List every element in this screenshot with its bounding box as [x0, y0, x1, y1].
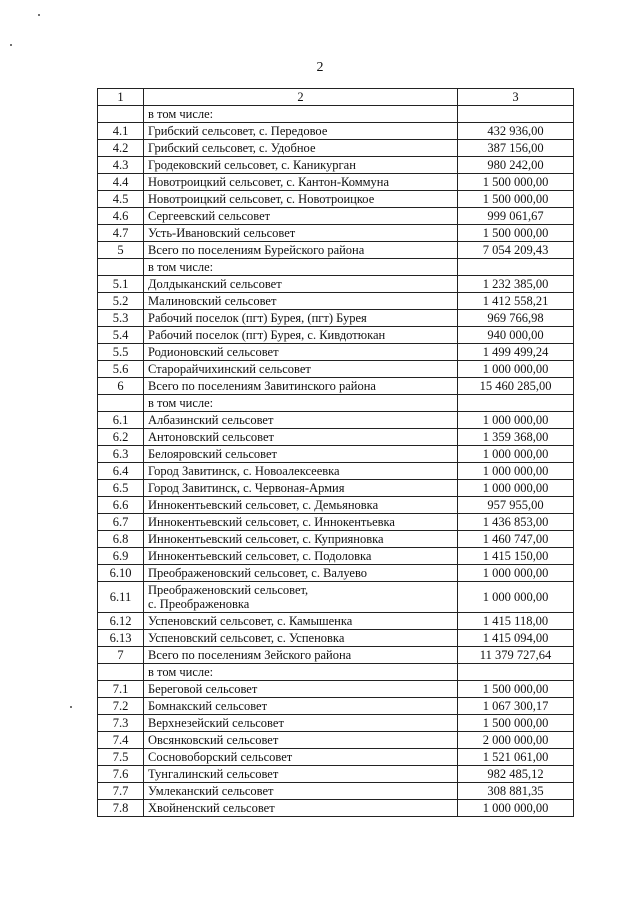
allocation-table — [97, 88, 574, 817]
amount-value: 1 000 000,00 — [458, 565, 574, 582]
amount-value: 1 000 000,00 — [458, 800, 574, 817]
amount-value — [458, 395, 574, 412]
table-row — [98, 293, 574, 310]
scan-speck — [70, 706, 72, 708]
row-number — [98, 664, 144, 681]
row-number: 4.6 — [98, 208, 144, 225]
amount-value: 1 000 000,00 — [458, 412, 574, 429]
table-row — [98, 613, 574, 630]
amount-value: 1 067 300,17 — [458, 698, 574, 715]
settlement-name: Малиновский сельсовет — [144, 293, 458, 310]
table-row — [98, 783, 574, 800]
amount-value: 7 054 209,43 — [458, 242, 574, 259]
table-row — [98, 327, 574, 344]
table-row — [98, 800, 574, 817]
row-number: 7 — [98, 647, 144, 664]
settlement-name: Всего по поселениям Завитинского района — [144, 378, 458, 395]
amount-value: 999 061,67 — [458, 208, 574, 225]
row-number: 7.6 — [98, 766, 144, 783]
table-row — [98, 446, 574, 463]
row-number: 7.5 — [98, 749, 144, 766]
amount-value: 1 500 000,00 — [458, 715, 574, 732]
table-row — [98, 361, 574, 378]
header-col-2: 2 — [144, 89, 458, 106]
row-number: 6.2 — [98, 429, 144, 446]
row-number: 6.8 — [98, 531, 144, 548]
amount-value: 940 000,00 — [458, 327, 574, 344]
table-row — [98, 766, 574, 783]
table-row — [98, 664, 574, 681]
settlement-name: Грибский сельсовет, с. Удобное — [144, 140, 458, 157]
amount-value: 1 000 000,00 — [458, 463, 574, 480]
amount-value: 1 000 000,00 — [458, 446, 574, 463]
amount-value — [458, 664, 574, 681]
amount-value: 957 955,00 — [458, 497, 574, 514]
header-col-3: 3 — [458, 89, 574, 106]
settlement-name: Город Завитинск, с. Новоалексеевка — [144, 463, 458, 480]
table-row — [98, 174, 574, 191]
amount-value: 969 766,98 — [458, 310, 574, 327]
settlement-name: Албазинский сельсовет — [144, 412, 458, 429]
table-row — [98, 157, 574, 174]
settlement-name: Хвойненский сельсовет — [144, 800, 458, 817]
table-row — [98, 565, 574, 582]
amount-value: 1 460 747,00 — [458, 531, 574, 548]
table-row — [98, 681, 574, 698]
settlement-name: Грибский сельсовет, с. Передовое — [144, 123, 458, 140]
amount-value: 1 500 000,00 — [458, 174, 574, 191]
settlement-name: в том числе: — [144, 664, 458, 681]
settlement-name: Усть-Ивановский сельсовет — [144, 225, 458, 242]
table-row — [98, 310, 574, 327]
amount-value — [458, 106, 574, 123]
table-row — [98, 412, 574, 429]
table-row — [98, 344, 574, 361]
table-row — [98, 259, 574, 276]
settlement-name-line-2: с. Преображеновка — [148, 597, 250, 611]
settlement-name: Иннокентьевский сельсовет, с. Иннокентьевка — [144, 514, 458, 531]
settlement-name: Город Завитинск, с. Червоная-Армия — [144, 480, 458, 497]
table-row — [98, 514, 574, 531]
settlement-name: Умлеканский сельсовет — [144, 783, 458, 800]
row-number: 7.7 — [98, 783, 144, 800]
row-number: 6.5 — [98, 480, 144, 497]
settlement-name: Рабочий поселок (пгт) Бурея, (пгт) Бурея — [144, 310, 458, 327]
settlement-name: Белояровский сельсовет — [144, 446, 458, 463]
row-number: 7.2 — [98, 698, 144, 715]
table-row — [98, 123, 574, 140]
table-row — [98, 242, 574, 259]
settlement-name: Иннокентьевский сельсовет, с. Куприяновка — [144, 531, 458, 548]
table-row — [98, 630, 574, 647]
row-number: 5.6 — [98, 361, 144, 378]
settlement-name: Овсянковский сельсовет — [144, 732, 458, 749]
table-row — [98, 531, 574, 548]
settlement-name: Всего по поселениям Зейского района — [144, 647, 458, 664]
row-number: 6.12 — [98, 613, 144, 630]
row-number — [98, 106, 144, 123]
row-number: 7.3 — [98, 715, 144, 732]
row-number: 6.13 — [98, 630, 144, 647]
settlement-name: Иннокентьевский сельсовет, с. Демьяновка — [144, 497, 458, 514]
row-number: 6.10 — [98, 565, 144, 582]
amount-value — [458, 259, 574, 276]
settlement-name: Успеновский сельсовет, с. Успеновка — [144, 630, 458, 647]
row-number: 4.2 — [98, 140, 144, 157]
settlement-name: Рабочий поселок (пгт) Бурея, с. Кивдотюкан — [144, 327, 458, 344]
settlement-name: Тунгалинский сельсовет — [144, 766, 458, 783]
settlement-name: Верхнезейский сельсовет — [144, 715, 458, 732]
amount-value: 1 500 000,00 — [458, 681, 574, 698]
row-number: 5 — [98, 242, 144, 259]
amount-value: 1 359 368,00 — [458, 429, 574, 446]
settlement-name: в том числе: — [144, 259, 458, 276]
row-number: 5.1 — [98, 276, 144, 293]
table-row — [98, 647, 574, 664]
table-row — [98, 732, 574, 749]
row-number: 6.9 — [98, 548, 144, 565]
amount-value: 1 500 000,00 — [458, 191, 574, 208]
scan-speck — [10, 44, 12, 46]
row-number: 4.5 — [98, 191, 144, 208]
row-number: 7.8 — [98, 800, 144, 817]
row-number: 7.4 — [98, 732, 144, 749]
amount-value: 308 881,35 — [458, 783, 574, 800]
settlement-name: Береговой сельсовет — [144, 681, 458, 698]
row-number: 6.7 — [98, 514, 144, 531]
row-number: 6.4 — [98, 463, 144, 480]
amount-value: 1 000 000,00 — [458, 582, 574, 613]
settlement-name: Новотроицкий сельсовет, с. Кантон-Коммуна — [144, 174, 458, 191]
table-row — [98, 106, 574, 123]
row-number — [98, 259, 144, 276]
page-number: 2 — [316, 60, 324, 75]
amount-value: 1 415 118,00 — [458, 613, 574, 630]
amount-value: 1 521 061,00 — [458, 749, 574, 766]
settlement-name: Долдыканский сельсовет — [144, 276, 458, 293]
row-number: 6 — [98, 378, 144, 395]
row-number: 5.5 — [98, 344, 144, 361]
settlement-name-line-1: Преображеновский сельсовет, — [148, 583, 309, 597]
amount-value: 1 415 150,00 — [458, 548, 574, 565]
table-row — [98, 395, 574, 412]
table-row — [98, 378, 574, 395]
settlement-name: Родионовский сельсовет — [144, 344, 458, 361]
row-number: 7.1 — [98, 681, 144, 698]
amount-value: 15 460 285,00 — [458, 378, 574, 395]
header-col-1: 1 — [98, 89, 144, 106]
amount-value: 980 242,00 — [458, 157, 574, 174]
row-number: 6.11 — [98, 582, 144, 613]
settlement-name: Новотроицкий сельсовет, с. Новотроицкое — [144, 191, 458, 208]
table-body — [98, 106, 574, 817]
settlement-name: Всего по поселениям Бурейского района — [144, 242, 458, 259]
table-row — [98, 715, 574, 732]
row-number: 6.1 — [98, 412, 144, 429]
settlement-name — [144, 582, 458, 613]
table-row — [98, 497, 574, 514]
amount-value: 1 412 558,21 — [458, 293, 574, 310]
settlement-name: Антоновский сельсовет — [144, 429, 458, 446]
amount-value: 1 499 499,24 — [458, 344, 574, 361]
settlement-name: Преображеновский сельсовет, с. Валуево — [144, 565, 458, 582]
row-number: 5.2 — [98, 293, 144, 310]
table-header-row — [98, 89, 574, 106]
table-row — [98, 276, 574, 293]
amount-value: 1 000 000,00 — [458, 361, 574, 378]
amount-value: 11 379 727,64 — [458, 647, 574, 664]
row-number: 5.3 — [98, 310, 144, 327]
settlement-name: Старорайчихинский сельсовет — [144, 361, 458, 378]
row-number: 5.4 — [98, 327, 144, 344]
row-number: 6.3 — [98, 446, 144, 463]
row-number: 4.1 — [98, 123, 144, 140]
amount-value: 1 500 000,00 — [458, 225, 574, 242]
settlement-name: Сергеевский сельсовет — [144, 208, 458, 225]
settlement-name: Сосновоборский сельсовет — [144, 749, 458, 766]
row-number: 6.6 — [98, 497, 144, 514]
table-row — [98, 749, 574, 766]
table-row — [98, 548, 574, 565]
settlement-name: Успеновский сельсовет, с. Камышенка — [144, 613, 458, 630]
amount-value: 1 436 853,00 — [458, 514, 574, 531]
settlement-name: Бомнакский сельсовет — [144, 698, 458, 715]
scan-speck — [38, 14, 40, 16]
row-number: 4.4 — [98, 174, 144, 191]
table-row — [98, 140, 574, 157]
table-row — [98, 582, 574, 613]
amount-value: 432 936,00 — [458, 123, 574, 140]
settlement-name: Иннокентьевский сельсовет, с. Подоловка — [144, 548, 458, 565]
settlement-name: Гродековский сельсовет, с. Каникурган — [144, 157, 458, 174]
settlement-name: в том числе: — [144, 106, 458, 123]
amount-value: 1 000 000,00 — [458, 480, 574, 497]
table-row — [98, 191, 574, 208]
table-row — [98, 480, 574, 497]
amount-value: 1 232 385,00 — [458, 276, 574, 293]
amount-value: 387 156,00 — [458, 140, 574, 157]
amount-value: 982 485,12 — [458, 766, 574, 783]
table-row — [98, 463, 574, 480]
amount-value: 2 000 000,00 — [458, 732, 574, 749]
row-number: 4.3 — [98, 157, 144, 174]
table-row — [98, 225, 574, 242]
amount-value: 1 415 094,00 — [458, 630, 574, 647]
settlement-name: в том числе: — [144, 395, 458, 412]
table-row — [98, 698, 574, 715]
row-number: 4.7 — [98, 225, 144, 242]
table-row — [98, 429, 574, 446]
row-number — [98, 395, 144, 412]
table-row — [98, 208, 574, 225]
